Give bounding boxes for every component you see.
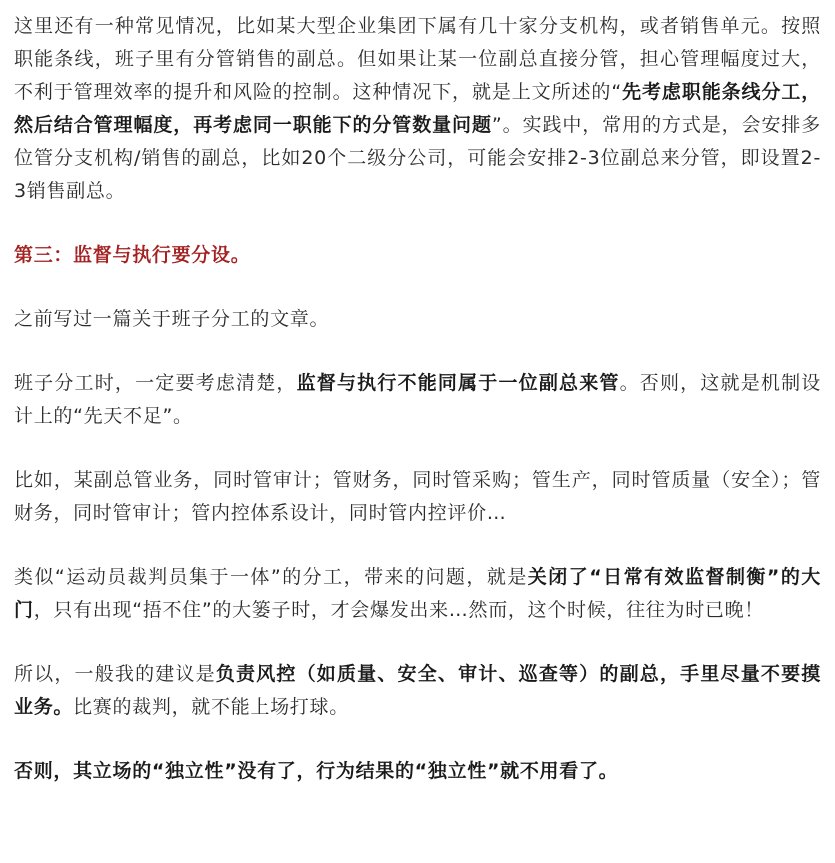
paragraph (14, 658, 821, 724)
paragraph-text: 类似“运动员裁判员集于一体”的分工，带来的问题，就是 (14, 566, 528, 588)
paragraph (14, 561, 821, 627)
bold-emphasis: 监督与执行不能同属于一位副总来管 (296, 372, 620, 394)
paragraph (14, 303, 821, 336)
bold-emphasis: 关闭了“日常有效监督制衡”的大门 (14, 566, 821, 621)
bold-emphasis: 否则，其立场的“独立性”没有了，行为结果的“独立性”就不用看了。 (14, 760, 619, 782)
paragraph-text: 比赛的裁判，就不能上场打球。 (73, 696, 349, 718)
paragraph-text: 之前写过一篇关于班子分工的文章。 (14, 308, 330, 330)
paragraph-text: 班子分工时，一定要考虑清楚， (14, 372, 297, 394)
paragraph (14, 367, 821, 433)
paragraph-text: ，只有出现“捂不住”的大篓子时，才会爆发出来…然而，这个时候，往往为时已晚！ (33, 599, 764, 621)
bold-emphasis: 先考虑职能条线分工，然后结合管理幅度，再考虑同一职能下的分管数量问题 (14, 81, 821, 136)
paragraph-text: ”。实践中，常用的方式是，会安排多位管分支机构/销售的副总，比如20个二级分公司，可能会安排2-3位副总来分管，即设置2-3销售副总。 (14, 114, 821, 202)
bold-emphasis: 负责风控（如质量、安全、审计、巡查等）的副总，手里尽量不要摸业务。 (14, 663, 821, 718)
section-heading: 第三：监督与执行要分设。 (14, 244, 251, 266)
paragraph (14, 10, 821, 208)
paragraph-text: 所以，一般我的建议是 (14, 663, 216, 685)
paragraph-text: 比如，某副总管业务，同时管审计；管财务，同时管采购；管生产，同时管质量（安全）；管财务，同时管审计；管内控体系设计，同时管内控评价… (14, 469, 821, 524)
paragraph-text: 。否则，这就是机制设计上的“先天不足”。 (14, 372, 821, 427)
paragraph-text: 这里还有一种常见情况，比如某大型企业集团下属有几十家分支机构，或者销售单元。按照职能条线，班子里有分管销售的副总。但如果让某一位副总直接分管，担心管理幅度过大，不利于管理效率的提升和风险的控制。这种情况下，就是上文所述的“ (14, 15, 821, 103)
section-heading-paragraph (14, 239, 821, 272)
paragraph (14, 755, 821, 788)
paragraph (14, 464, 821, 530)
